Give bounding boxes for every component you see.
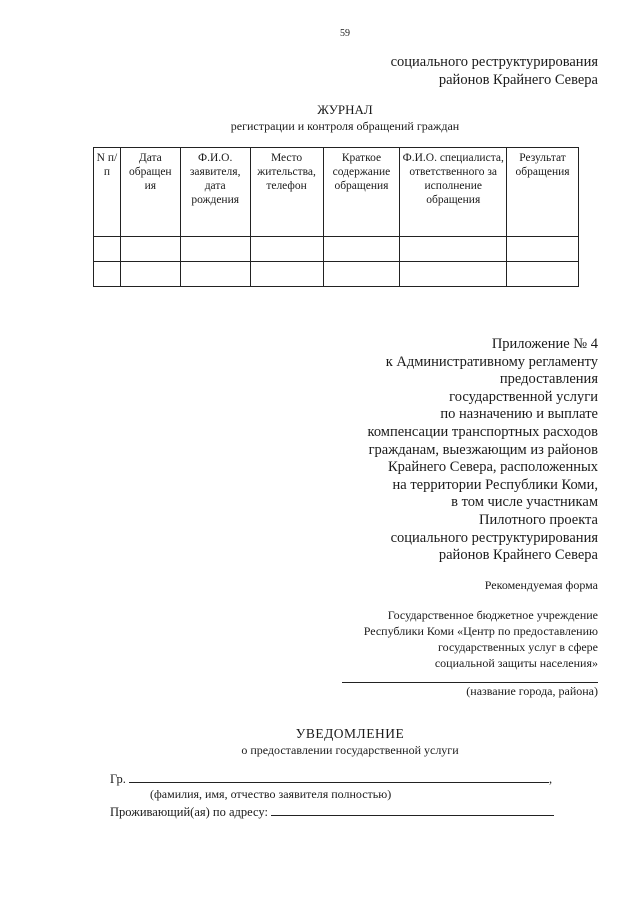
table-cell [120, 262, 180, 287]
appendix-line: государственной услуги [449, 388, 598, 405]
header-continuation [391, 53, 598, 89]
appendix-line: социального реструктурирования [390, 529, 598, 546]
table-cell [507, 237, 579, 262]
recommended-form-label: Рекомендуемая форма [484, 578, 598, 592]
institution-line: Республики Коми «Центр по предоставлению [363, 624, 598, 638]
citizen-field [110, 770, 552, 787]
journal-table [93, 147, 579, 287]
column-header: Место жительства, телефон [250, 148, 323, 237]
citizen-comma: , [548, 772, 553, 786]
table-cell [180, 262, 250, 287]
citizen-fill-line[interactable] [129, 770, 549, 783]
journal-title: ЖУРНАЛ [317, 102, 373, 117]
appendix-line: Крайнего Севера, расположенных [387, 459, 598, 476]
address-fill-line[interactable] [271, 803, 554, 816]
header-line: социального реструктурирования [390, 54, 598, 70]
citizen-label: Гр. [110, 772, 126, 786]
table-cell [507, 262, 579, 287]
table-cell [250, 262, 323, 287]
table-row [94, 237, 579, 262]
column-header: Дата обращен ия [120, 148, 180, 237]
table-header-row [94, 148, 579, 237]
appendix-line: к Административному регламенту [385, 353, 598, 370]
table-cell [94, 237, 121, 262]
table-cell [400, 237, 507, 262]
column-header: Ф.И.О. заявителя, дата рождения [180, 148, 250, 237]
column-header: Результат обращения [507, 148, 579, 237]
column-header: Ф.И.О. специалиста, ответственного за исполнение обращения [400, 148, 507, 237]
page-number: 59 [340, 28, 350, 39]
address-label: Проживающий(ая) по адресу: [110, 805, 268, 819]
institution-line: Государственное бюджетное учреждение [387, 608, 598, 622]
citizen-hint: (фамилия, имя, отчество заявителя полностью) [150, 787, 392, 801]
appendix-line: в том числе участникам [451, 494, 598, 511]
table-row [94, 262, 579, 287]
table-cell [400, 262, 507, 287]
appendix-header [368, 336, 598, 565]
institution-line: государственных услуг в сфере [438, 640, 598, 654]
appendix-line: компенсации транспортных расходов [367, 423, 598, 440]
institution-line: социальной защиты населения» [434, 656, 598, 670]
table-cell [94, 262, 121, 287]
notice-title: УВЕДОМЛЕНИЕ [295, 726, 405, 741]
appendix-line: Пилотного проекта [478, 511, 598, 528]
table-cell [323, 262, 400, 287]
table-cell [250, 237, 323, 262]
city-fill-line [342, 682, 598, 683]
city-hint: (название города, района) [466, 684, 598, 698]
appendix-line: на территории Республики Коми, [392, 476, 598, 493]
appendix-line: предоставления [499, 371, 598, 388]
institution-block [364, 607, 598, 671]
address-field [110, 803, 554, 820]
appendix-line: районов Крайнего Севера [438, 547, 598, 564]
notice-subtitle: о предоставлении государственной услуги [241, 743, 459, 757]
table-cell [180, 237, 250, 262]
column-header: N п/п [94, 148, 121, 237]
appendix-line: по назначению и выплате [440, 406, 598, 423]
table-cell [120, 237, 180, 262]
appendix-line: гражданам, выезжающим из районов [368, 441, 598, 458]
journal-subtitle: регистрации и контроля обращений граждан [230, 119, 460, 133]
appendix-number: Приложение № 4 [491, 336, 598, 352]
column-header: Краткое содержание обращения [323, 148, 400, 237]
table-cell [323, 237, 400, 262]
header-line: районов Крайнего Севера [438, 72, 598, 88]
